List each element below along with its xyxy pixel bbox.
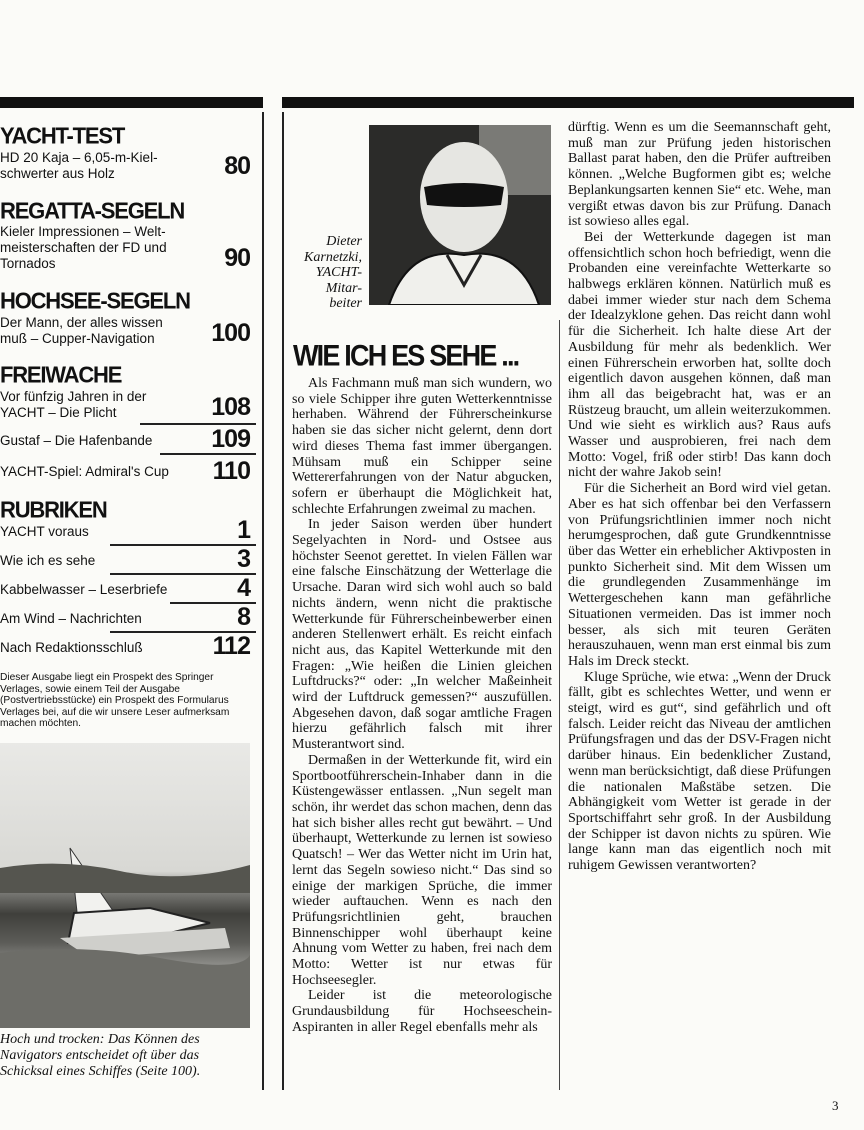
toc-entry-page: 110 bbox=[212, 457, 250, 485]
portrait-illustration bbox=[369, 125, 551, 305]
section-heading-rubriken: RUBRIKEN bbox=[0, 497, 107, 523]
toc-entry[interactable] bbox=[0, 224, 256, 274]
toc-entry-page: 100 bbox=[211, 319, 250, 347]
section-heading-freiwache: FREIWACHE bbox=[0, 362, 122, 388]
toc-entry-text: Kabbelwasser – Leserbriefe bbox=[0, 582, 168, 597]
toc-entry[interactable] bbox=[0, 150, 256, 184]
toc-entry-page: 1 bbox=[237, 516, 250, 544]
toc-entry-page: 80 bbox=[224, 152, 250, 180]
toc-entry-text: Vor fünfzig Jahren in der YACHT – Die Plicht bbox=[0, 389, 147, 420]
toc-entry-text: YACHT-Spiel: Admiral's Cup bbox=[0, 464, 169, 479]
toc-entry-text: Gustaf – Die Hafenbande bbox=[0, 433, 153, 448]
toc-entry-page: 90 bbox=[224, 244, 250, 272]
toc-entry[interactable] bbox=[0, 545, 256, 575]
toc-entry-text: YACHT voraus bbox=[0, 524, 89, 539]
page-number: 3 bbox=[832, 1098, 839, 1113]
paragraph: Als Fachmann muß man sich wundern, wo so viele Schipper ihre guten Wetterkenntnisse herhaben. Während der Führerscheinkurse haben sie das sicher nicht gelernt, denn dort wird dieses Thema fast immer übergangen. Mühsam muß ein Schipper seine Wettererfahrungen von der Natur abgucken, sofern er überhaupt die Möglichkeit hat, schlechte Erfahrungen zweimal zu machen. bbox=[292, 376, 552, 517]
toc-entry[interactable] bbox=[0, 315, 256, 349]
toc-entry[interactable] bbox=[0, 574, 256, 604]
toc-entry-page: 108 bbox=[211, 393, 250, 421]
article-title: WIE ICH ES SEHE ... bbox=[293, 339, 519, 373]
author-portrait bbox=[369, 125, 551, 305]
top-rule-left bbox=[0, 97, 263, 108]
toc-entry[interactable] bbox=[0, 389, 256, 425]
toc-entry-page: 112 bbox=[212, 632, 250, 660]
sailboat-photo bbox=[0, 743, 250, 1028]
article-column-1 bbox=[292, 376, 552, 1036]
toc-entry-text: Am Wind – Nachrichten bbox=[0, 611, 142, 626]
toc-entry-page: 109 bbox=[211, 425, 250, 453]
section-heading-yacht-test: YACHT-TEST bbox=[0, 123, 125, 149]
toc-entry-text: Der Mann, der alles wissen muß – Cupper-Navigation bbox=[0, 315, 163, 346]
toc-underline bbox=[110, 573, 256, 575]
paragraph: Dermaßen in der Wetterkunde fit, wird ein Sportbootführerschein-Inhaber dann in die Küstengewässer entlassen. „Nun segelt man schön, ihr werdet das schon machen, denn das hat sich bisher alles recht gut bewährt. – Und überhaupt, Wetterkunde zu lernen ist sowieso Quatsch! – Wer das Wetter nicht im Urin hat, lernt das Segeln sowieso nicht.“ Das sind so einige der markigen Sprüche, die immer wieder auftauchen. Wenn es nach den Prüfungsrichtlinien geht, brauchen Binnenschipper wohl überhaupt keine Ahnung vom Wetter zu haben, frei nach dem Motto: Wetter ist nur etwas für Hochseesegler. bbox=[292, 752, 552, 988]
column-gap-rule bbox=[559, 320, 560, 1090]
section-heading-regatta: REGATTA-SEGELN bbox=[0, 198, 185, 224]
paragraph: Kluge Sprüche, wie etwa: „Wenn der Druck fällt, gibt es schlechtes Wetter, und wenn er steigt, wird es gut“, sind gefährlich und oft falsch. Leider reicht das Niveau der amtlichen Prüfungsfragen und das der DSV-Fragen nicht darüber hinaus. Ein bedenklicher Zustand, wenn man berücksichtigt, daß diese Prüfungen die nationalen Maßstäbe setzen. Die Abhängigkeit vom Wetter ist gerade in der Sportschiffahrt sehr groß. In der Ausbildung der Schipper ist davon nichts zu spüren. Wie lange kann man das eigentlich noch mit ruhigem Gewissen verantworten? bbox=[568, 669, 831, 874]
sailboat-illustration bbox=[0, 743, 250, 1028]
paragraph: In jeder Saison werden über hundert Segelyachten in Nord- und Ostsee aus höchster Seenot gerettet. In vielen Fällen war eine falsche Einschätzung der Wetterlage die Ursache. Daran wird sich wohl auch so bald nichts ändern, wenn nicht die praktische Wetterkunde für Führerscheinbewerber einen anderen Stellenwert erhält. Es reicht einfach nicht aus, das Kapitel Wetterkunde mit den Fragen: „Wie heißen die Linien gleichen Luftdrucks?“ oder: „In welcher Maßeinheit wird der Luftdruck gemessen?“ auszufüllen. Abgesehen davon, daß sogar amtliche Fragen hierzu gefährlich falsch mit ihrer Musterantwort sind. bbox=[292, 517, 552, 753]
section-heading-hochsee: HOCHSEE-SEGELN bbox=[0, 288, 190, 314]
article-column-2 bbox=[568, 120, 831, 874]
toc-entry[interactable] bbox=[0, 603, 256, 633]
paragraph: Für die Sicherheit an Bord wird viel getan. Aber es hat sich offenbar bei den Verfassern von Prüfungsrichtlinien immer noch nicht herumgesprochen, daß gute Grundkenntnisse über das Wetter ein erheblicher Aktivposten in punkto Sicherheit sind. Mit dem Wissen um die grundlegenden Zusammenhänge im Wettergeschehen kann man gefährliche Situationen vermeiden. Das ist immer noch besser, als sich mit teuren Geräten herauszuhauen, wenn man erst einmal bis zum Hals im Dreck steckt. bbox=[568, 481, 831, 669]
toc-entry[interactable] bbox=[0, 457, 256, 486]
toc-entry[interactable] bbox=[0, 425, 256, 455]
toc-entry-page: 3 bbox=[237, 545, 250, 573]
toc-entry-text: Kieler Impressionen – Welt- meisterschaften der FD und Tornados bbox=[0, 224, 167, 271]
toc-entry-text: HD 20 Kaja – 6,05-m-Kiel- schwerter aus Holz bbox=[0, 150, 158, 181]
toc-entry-text: Nach Redaktionsschluß bbox=[0, 640, 143, 655]
column-rule bbox=[282, 112, 284, 1090]
toc-underline bbox=[110, 544, 256, 546]
top-rule-right bbox=[282, 97, 854, 108]
paragraph: Bei der Wetterkunde dagegen ist man offensichtlich schon hoch befriedigt, wenn die Probanden eine vereinfachte Wetterkarte so halbwegs erklären können. Natürlich muß es dabei immer wieder stur nach dem Schema der Idealzyklone gehen. Das reicht dann wohl für die Sicherheit. Ich halte diese Art der Ausbildung für mehr als bedenklich. Wer einen Führerschein erworben hat, sollte doch eigentlich davon ausgehen können, daß man ihm all das beigebracht hat, was er an Rüstzeug braucht, um allein weiterzukommen. Und wie sieht es wirklich aus? Raus aufs Wasser und ausprobieren, frei nach dem Motto: Vogel, friß oder stirb! Das kann doch nicht der wahre Jakob sein! bbox=[568, 229, 831, 481]
toc-entry-page: 4 bbox=[237, 574, 250, 602]
portrait-caption: Dieter Karnetzki, YACHT- Mitar- beiter bbox=[304, 234, 362, 311]
paragraph: Leider ist die meteorologische Grundausbildung für Hochseeschein-Aspiranten in aller Regel ebenfalls mehr als bbox=[292, 988, 552, 1035]
paragraph: dürftig. Wenn es um die Seemannschaft geht, muß man zur Prüfung jeden historischen Ballast parat haben, den die Prüfer auftreiben können. „Welche Bugformen gibt es; welche Beplankungsarten kennen Sie“ etc. Wehe, man vergißt etwas davon bis zur Prüfung. Danach ist sowieso alles egal. bbox=[568, 120, 831, 230]
toc-underline bbox=[160, 453, 256, 455]
toc-entry-page: 8 bbox=[237, 603, 250, 631]
toc-entry[interactable] bbox=[0, 632, 256, 662]
insert-note: Dieser Ausgabe liegt ein Prospekt des Springer Verlages, sowie einem Teil der Ausgabe (Postvertriebsstücke) ein Prospekt des Formularus Verlages bei, auf die wir unsere Leser aufmerksam machen möchten. bbox=[0, 672, 230, 729]
toc-entry[interactable] bbox=[0, 516, 256, 546]
toc-entry-text: Wie ich es sehe bbox=[0, 553, 96, 568]
photo-caption: Hoch und trocken: Das Können des Navigators entscheidet oft über das Schicksal eines Schiffes (Seite 100). bbox=[0, 1032, 201, 1079]
